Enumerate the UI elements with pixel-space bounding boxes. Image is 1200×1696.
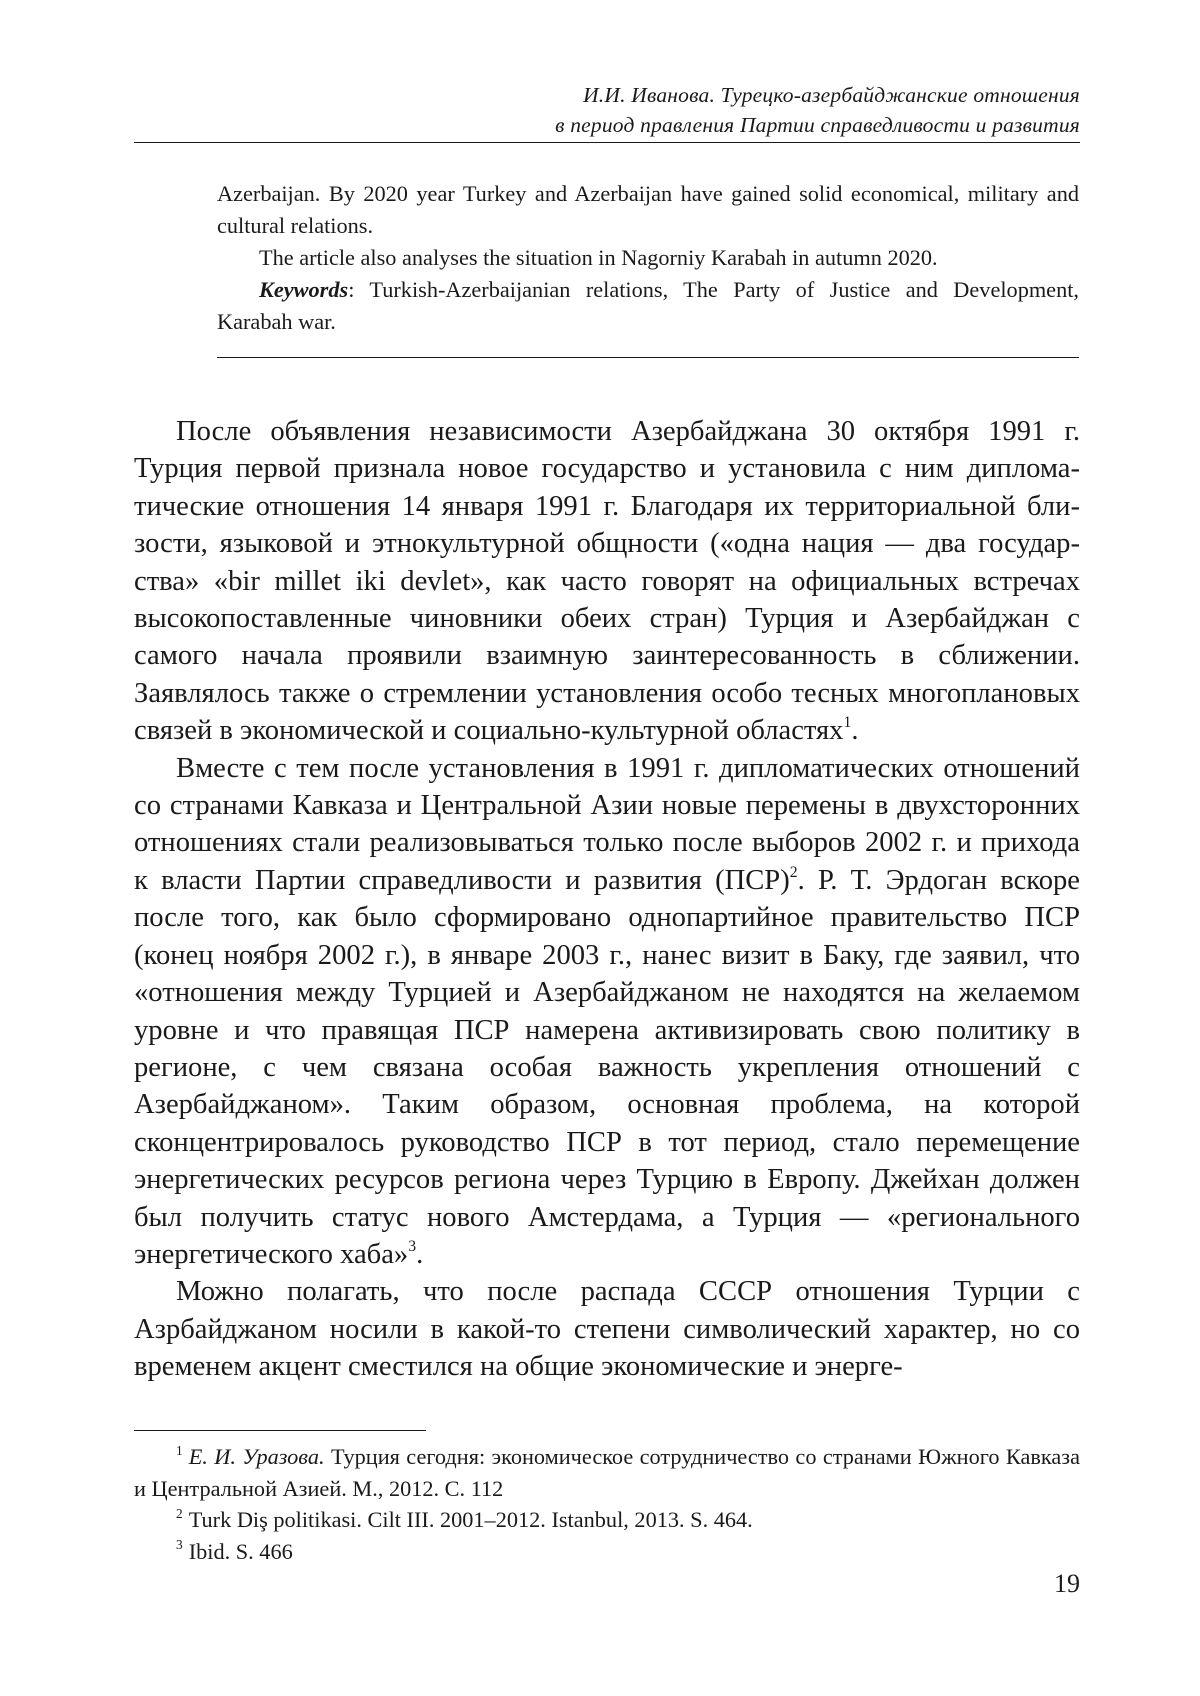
footnote-2 bbox=[134, 1504, 1080, 1536]
page-number: 19 bbox=[1000, 1569, 1080, 1599]
abstract-continuation: Azerbaijan. By 2020 year Turkey and Azerbaijan have gained solid economical, military and cultural relations. bbox=[217, 178, 1079, 242]
abstract-analysis: The article also analyses the situation in Nagorniy Karabah in autumn 2020. bbox=[217, 242, 1079, 274]
footnote-1-author: Е. И. Уразова. bbox=[189, 1444, 325, 1469]
running-header-line-1: И.И. Иванова. Турецко-азербайджанские отношения bbox=[134, 80, 1080, 110]
body-paragraph-2 bbox=[134, 750, 1080, 1274]
abstract-block bbox=[217, 178, 1079, 338]
footnote-1-text: Турция сегодня: экономическое сотрудничество со странами Южного Кавказа и Центральной Азией. М., 2012. С. 112 bbox=[134, 1444, 1080, 1501]
footnote-2-number: 2 bbox=[176, 1506, 183, 1521]
body-paragraph-2-middle: . Р. Т. Эрдоган вскоре после того, как было сформировано однопартийное правительство ПСР (конец ноября 2002 г.), в январе 2003 г., нанес визит в Баку, где заявил, что «отношения между Турцией и Азербайджаном не находятся на желаемом уровне и что правящая ПСР намерена активизи­ровать свою политику в регионе, с чем связана особая важность укре­пления отношений с Азербайджаном». Таким образом, основная про­блема, на которой сконцентрировалось руководство ПСР в тот период, стало перемещение энергетических ресурсов региона через Турцию в Европу. Джейхан должен был получить статус нового Амстердама, а Турция — «регионального энергетического хаба» bbox=[134, 865, 1080, 1270]
footnote-3 bbox=[134, 1536, 1080, 1568]
abstract-keywords bbox=[217, 274, 1079, 338]
body-paragraph-1-end: . bbox=[851, 715, 858, 746]
footnotes bbox=[134, 1441, 1080, 1567]
footnote-3-number: 3 bbox=[176, 1537, 183, 1552]
main-text bbox=[134, 413, 1080, 1386]
body-paragraph-2-text: Вместе с тем после установления в 1991 г. дипломатических отно­шений со странами Кавказа и Центральной Азии новые перемены в двух­сторонних отношениях стали реализовываться только после выборов 2002 г. и прихода к власти Партии справедливости и развития (ПСР) bbox=[134, 753, 1080, 896]
keywords-label: Keywords bbox=[259, 277, 348, 302]
footnote-1-number: 1 bbox=[176, 1443, 183, 1458]
footnote-ref-2[interactable]: 2 bbox=[790, 864, 798, 881]
abstract-rule bbox=[217, 357, 1079, 358]
footnote-3-text: Ibid. S. 466 bbox=[189, 1539, 293, 1564]
footnote-separator bbox=[134, 1430, 426, 1431]
footnote-1 bbox=[134, 1441, 1080, 1504]
footnote-2-text: Turk Diş politikasi. Cilt III. 2001–2012. Istanbul, 2013. S. 464. bbox=[189, 1507, 753, 1532]
body-paragraph-1 bbox=[134, 413, 1080, 750]
keywords-text: : Turkish-Azerbaijanian relations, The Party of Justice and Development, Karabah war. bbox=[217, 277, 1079, 334]
running-header bbox=[134, 80, 1080, 140]
footnote-ref-1[interactable]: 1 bbox=[843, 714, 851, 731]
body-paragraph-3: Можно полагать, что после распада СССР отношения Турции с Азрбайджаном носили в какой-то степени символический характер, но со временем акцент сместился на общие экономические и энерге- bbox=[134, 1273, 1080, 1385]
footnote-ref-3[interactable]: 3 bbox=[408, 1238, 416, 1255]
header-rule bbox=[134, 142, 1080, 143]
body-paragraph-1-text: После объявления независимости Азербайджана 30 октября 1991 г. Турция первой признала новое государство и установила с ним диплома­тические отношения 14 января 1991 г. Благодаря их территориальной бли­зости, языковой и этнокультурной общности («одна нация — два государ­ства» «bir millet iki devlet», как часто говорят на официальных встречах высокопоставленные чиновники обеих стран) Турция и Азербайджан с самого начала проявили взаимную заинтересованность в сближении. Заявлялось также о стремлении установления особо тесных многопла­новых связей в экономической и социально-культурной областях bbox=[134, 416, 1080, 746]
body-paragraph-2-end: . bbox=[416, 1239, 423, 1270]
running-header-line-2: в период правления Партии справедливости и развития bbox=[134, 110, 1080, 140]
